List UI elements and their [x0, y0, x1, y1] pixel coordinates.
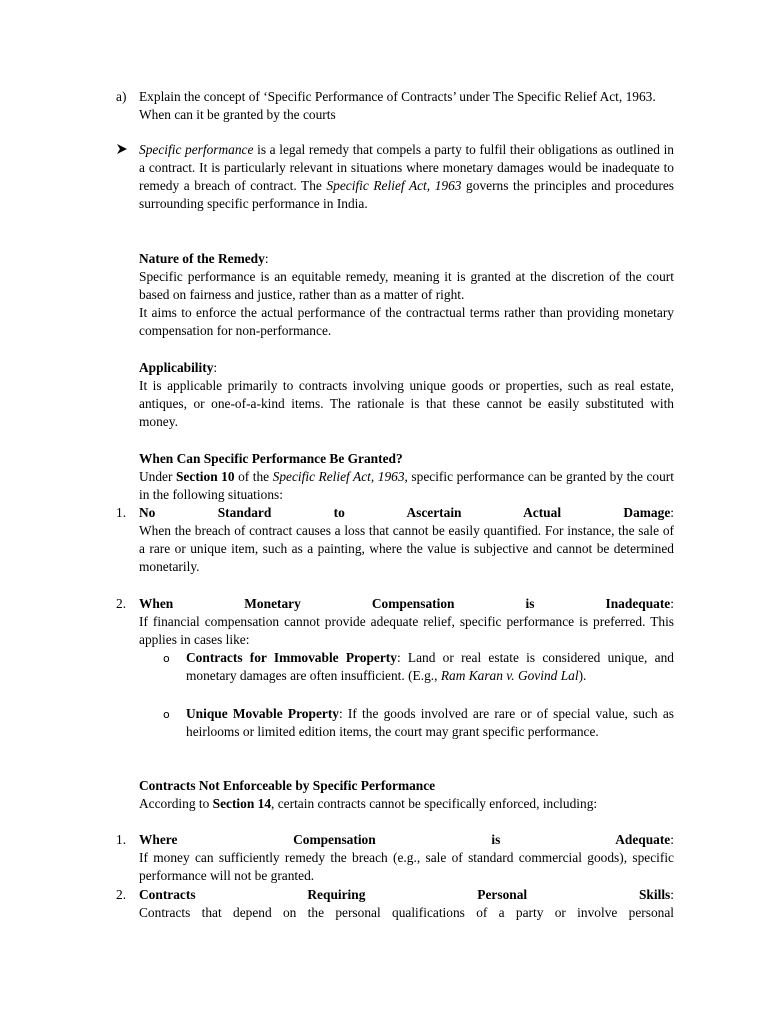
not-enforceable-item-1-heading: Where Compensation is Adequate — [139, 832, 671, 847]
nature-heading: Nature of the Remedy — [139, 251, 265, 266]
granted-item-2-text: If financial compensation cannot provide adequate relief, specific performance is preferred. This applies in cases like: — [139, 614, 674, 647]
intro-text-1: is a legal remedy that compels a party to fulfil their obligations as outlined in a contract. It is particularly relevant in situations where monetary damages would be inadequate to remedy a breach of contract. The — [139, 142, 675, 193]
arrow-bullet-icon — [116, 143, 128, 155]
question-marker: a) — [116, 89, 127, 104]
not-enforceable-item-2-text: Contracts that depend on the personal qualifications of a party or involve personal — [139, 905, 674, 920]
applicability-heading-line — [139, 359, 674, 377]
not-enforceable-item-1-number: 1. — [116, 832, 127, 847]
granted-item-2-heading: When Monetary Compensation is Inadequate — [139, 596, 671, 611]
not-enforceable-item-1-text: If money can sufficiently remedy the breach (e.g., sale of standard commercial goods), specific performance will not be granted. — [139, 850, 674, 883]
not-enforceable-text-post: , certain contracts cannot be specifically enforced, including: — [271, 796, 598, 811]
not-enforceable-section: Section 14 — [212, 796, 272, 811]
sub-bullet-1-text-1: : Land or real estate is considered unique, and monetary damages are often insufficient. (E.g., — [186, 650, 674, 683]
not-enforceable-item-2-heading: Contracts Requiring Personal Skills — [139, 887, 671, 902]
sub-bullet-1-heading: Contracts for Immovable Property — [186, 650, 397, 665]
granted-item-2-colon: : — [670, 596, 674, 611]
granted-item-1-text: When the breach of contract causes a loss that cannot be easily quantified. For instance, the sale of a rare or unique item, such as a painting, where the value is subjective and cannot be determined monetarily. — [139, 523, 674, 574]
sub-bullet-2-text-1: : If the goods involved are rare or of special value, such as heirlooms or limited edition items, the court may grant specific performance. — [186, 706, 674, 739]
sub-bullet-2-marker: o — [163, 708, 170, 721]
granted-text-post: , specific performance can be granted by the court in the following situations: — [139, 469, 674, 502]
granted-item-2-number: 2. — [116, 596, 127, 611]
nature-heading-line — [139, 250, 674, 268]
applicability-paragraph: It is applicable primarily to contracts involving unique goods or properties, such as real estate, antiques, or one-of-a-kind items. The rationale is that these cannot be easily substituted with money. — [139, 378, 674, 429]
granted-item-1-number: 1. — [116, 505, 127, 520]
granted-item-2-heading-line — [139, 595, 674, 613]
sub-bullet-1-text — [186, 649, 674, 685]
granted-text-pre: Under — [139, 469, 176, 484]
sub-bullet-1-case: Ram Karan v. Govind Lal — [440, 668, 579, 683]
not-enforceable-heading-line — [139, 777, 674, 795]
not-enforceable-paragraph — [139, 795, 674, 813]
not-enforceable-item-2-number: 2. — [116, 887, 127, 902]
granted-item-1-colon: : — [670, 505, 674, 520]
granted-act: Specific Relief Act, 1963 — [272, 469, 405, 484]
granted-text-mid: of the — [234, 469, 273, 484]
not-enforceable-item-2-colon: : — [670, 887, 674, 902]
not-enforceable-item-2-heading-line — [139, 886, 674, 904]
granted-paragraph — [139, 468, 674, 504]
applicability-colon: : — [213, 360, 218, 375]
granted-heading-line — [139, 450, 674, 468]
granted-item-1-heading: No Standard to Ascertain Actual Damage — [139, 505, 671, 520]
granted-section: Section 10 — [175, 469, 235, 484]
granted-item-1-heading-line — [139, 504, 674, 522]
not-enforceable-text-pre: According to — [139, 796, 213, 811]
intro-term: Specific performance — [139, 142, 254, 157]
nature-colon: : — [264, 251, 269, 266]
intro-paragraph — [139, 141, 674, 213]
intro-act: Specific Relief Act, 1963 — [326, 178, 462, 193]
sub-bullet-2-heading: Unique Movable Property — [186, 706, 339, 721]
applicability-heading: Applicability — [139, 360, 214, 375]
question-text: Explain the concept of ‘Specific Performance of Contracts’ under The Specific Relief Act, 1963. When can it be granted by the courts — [139, 89, 656, 122]
sub-bullet-2-text — [186, 705, 674, 741]
nature-paragraph-2: It aims to enforce the actual performance of the contractual terms rather than providing monetary compensation for non-performance. — [139, 305, 674, 338]
not-enforceable-item-1-colon: : — [670, 832, 674, 847]
sub-bullet-1-marker: o — [163, 652, 170, 665]
not-enforceable-item-1-heading-line — [139, 831, 674, 849]
granted-heading: When Can Specific Performance Be Granted? — [139, 451, 403, 466]
nature-paragraph-1: Specific performance is an equitable remedy, meaning it is granted at the discretion of the court based on fairness and justice, rather than as a matter of right. — [139, 269, 674, 302]
intro-text-2: governs the principles and procedures surrounding specific performance in India. — [139, 178, 674, 211]
sub-bullet-1-text-2: ). — [578, 668, 587, 683]
not-enforceable-heading: Contracts Not Enforceable by Specific Performance — [139, 778, 436, 793]
